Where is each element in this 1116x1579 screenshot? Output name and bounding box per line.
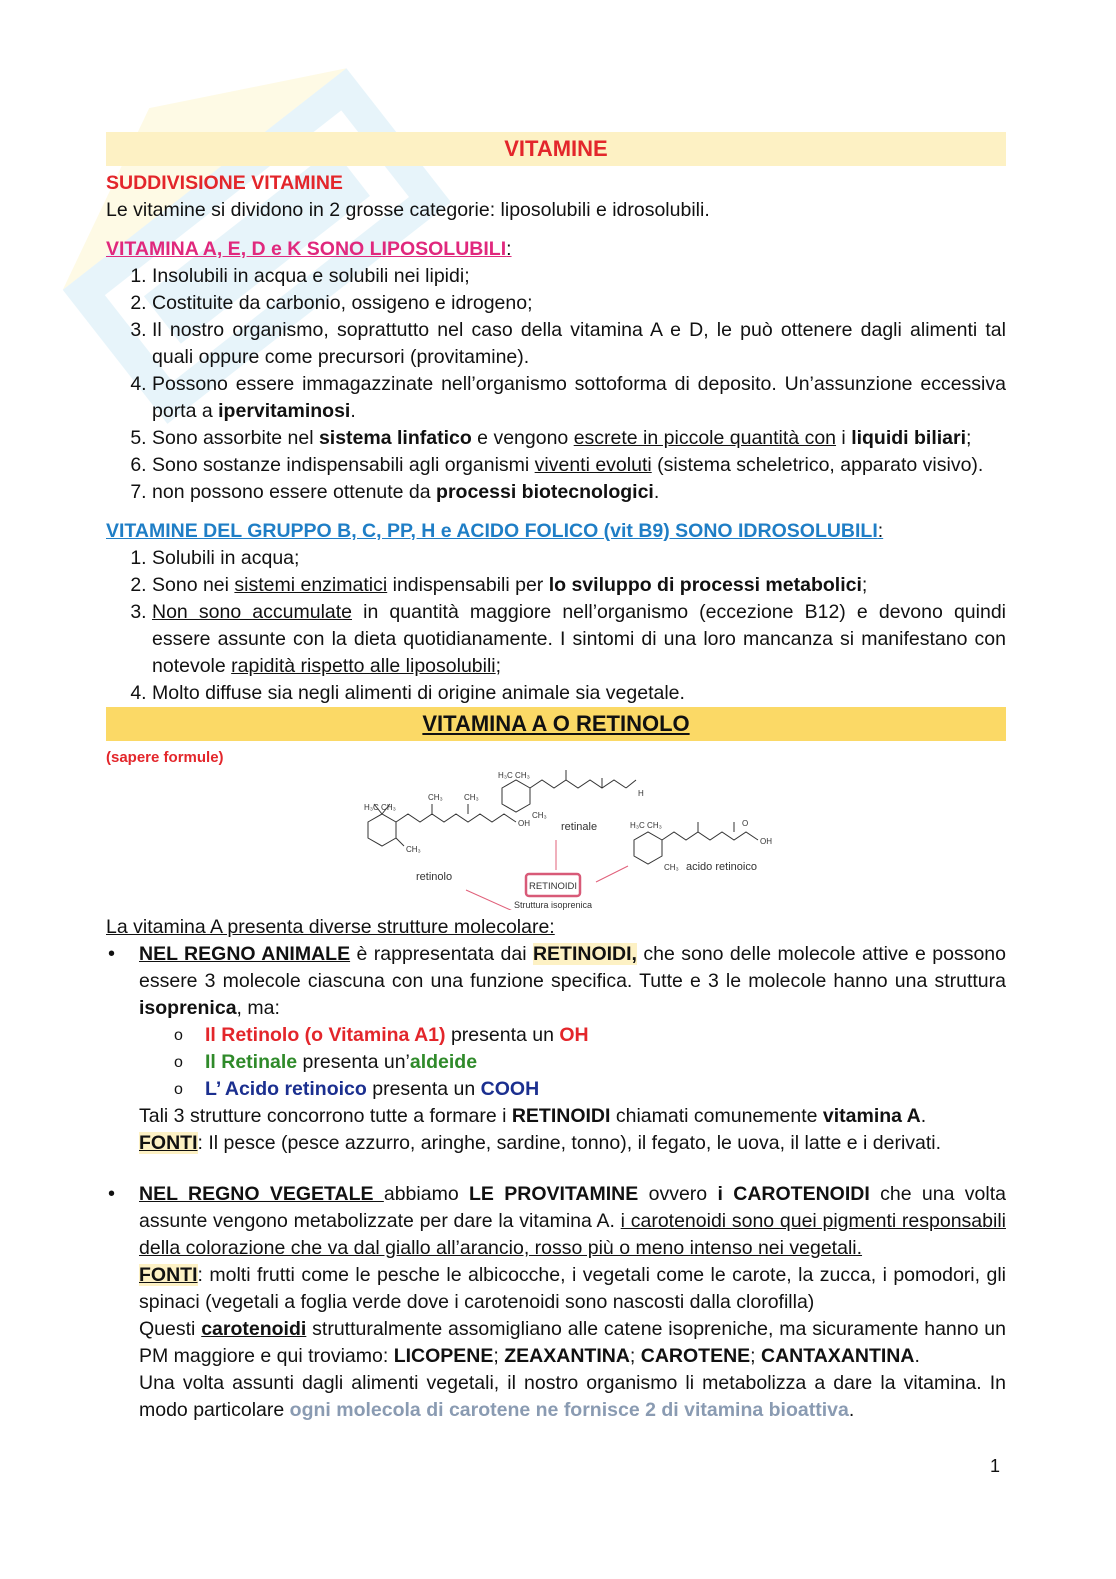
- list-item: 1. Solubili in acqua;: [152, 545, 1006, 572]
- svg-text:OH: OH: [760, 837, 772, 846]
- section-heading-suddivisione: SUDDIVISIONE VITAMINE: [106, 172, 343, 194]
- vitamina-a-intro: La vitamina A presenta diverse strutture molecolare:: [106, 916, 555, 938]
- bullet-regno-vegetale: • NEL REGNO VEGETALE abbiamo LE PROVITAMINE ovvero i CAROTENOIDI che una volta assunte vengono metabolizzate per dare la vitamina A. i carotenoidi sono quei pigmenti responsabili della colorazione che va dal giallo all’arancio, rosso più o meno intenso nei vegetali.: [106, 1181, 1006, 1262]
- list-idrosolubili: [106, 545, 1006, 707]
- list-item: 7. non possono essere ottenute da processi biotecnologici.: [152, 479, 1006, 506]
- chemical-structures-figure: [106, 770, 1006, 910]
- metabolism-paragraph: Una volta assunti dagli alimenti vegetali, il nostro organismo li metabolizza a dare la vitamina. In modo particolare ogni molecola di carotene ne fornisce 2 di vitamina bioattiva.: [139, 1372, 1006, 1421]
- sub-item-retinale: o Il Retinale presenta un’aldeide: [106, 1049, 1006, 1076]
- svg-text:H₃C CH₃: H₃C CH₃: [364, 803, 396, 812]
- svg-text:CH₃: CH₃: [428, 793, 443, 802]
- retinoids-diagram: [106, 770, 1006, 910]
- label-retinolo: retinolo: [416, 871, 453, 883]
- retinoidi-summary: Tali 3 strutture concorrono tutte a formare i RETINOIDI chiamati comunemente vitamina A.: [139, 1105, 927, 1127]
- label-retinale: retinale: [561, 821, 598, 833]
- section-title-vitamina-a: VITAMINA A O RETINOLO: [106, 707, 1006, 741]
- list-item: 5. Sono assorbite nel sistema linfatico e vengono escrete in piccole quantità con i liquidi biliari;: [152, 425, 1006, 452]
- page-number: 1: [990, 1456, 1001, 1476]
- svg-text:CH₃: CH₃: [532, 811, 547, 820]
- svg-text:H: H: [638, 789, 644, 798]
- sub-item-retinolo: o Il Retinolo (o Vitamina A1) presenta un OH: [106, 1022, 1006, 1049]
- section-text-suddivisione: Le vitamine si dividono in 2 grosse categorie: liposolubili e idrosolubili.: [106, 199, 710, 221]
- carotenoidi-paragraph: Questi carotenoidi strutturalmente assomigliano alle catene isopreniche, ma sicuramente hanno un PM maggiore e qui troviamo: LICOPENE; ZEAXANTINA; CAROTENE; CANTAXANTINA.: [139, 1318, 1006, 1367]
- svg-text:CH₃: CH₃: [664, 863, 679, 872]
- list-liposolubili: [106, 263, 1006, 506]
- heading-liposolubili: VITAMINA A, E, D e K SONO LIPOSOLUBILI:: [106, 238, 512, 260]
- list-item: 3. Non sono accumulate in quantità maggiore nell’organismo (eccezione B12) e devono quindi essere assunte con la dieta quotidianamente. I sintomi di una loro mancanza si manifestano con notevole rapidità rispetto alle liposolubili;: [152, 599, 1006, 680]
- svg-text:OH: OH: [518, 819, 530, 828]
- list-item: 4. Molto diffuse sia negli alimenti di origine animale sia vegetale.: [152, 680, 1006, 707]
- fonti-vegetale: FONTI: molti frutti come le pesche le albicocche, i vegetali come le carote, la zucca, i pomodori, gli spinaci (vegetali a foglia verde dove i carotenoidi sono nascosti dalla clorofilla): [139, 1264, 1006, 1313]
- list-item: 6. Sono sostanze indispensabili agli organismi viventi evoluti (sistema scheletrico, apparato visivo).: [152, 452, 1006, 479]
- label-acido-retinoico: acido retinoico: [686, 861, 757, 873]
- svg-text:CH₃: CH₃: [406, 845, 421, 854]
- svg-text:O: O: [742, 819, 749, 828]
- note-sapere-formule: (sapere formule): [106, 749, 224, 766]
- list-item: 2. Sono nei sistemi enzimatici indispensabili per lo sviluppo di processi metabolici;: [152, 572, 1006, 599]
- document-page: [106, 132, 1006, 1424]
- list-item: 2. Costituite da carbonio, ossigeno e idrogeno;: [152, 290, 1006, 317]
- list-item: 4. Possono essere immagazzinate nell’organismo sottoforma di deposito. Un’assunzione eccessiva porta a ipervitaminosi.: [152, 371, 1006, 425]
- svg-text:CH₃: CH₃: [464, 793, 479, 802]
- label-retinoidi: RETINOIDI: [528, 881, 578, 892]
- bullet-regno-animale: • NEL REGNO ANIMALE è rappresentata dai RETINOIDI, che sono delle molecole attive e possono essere 3 molecole ciascuna con una funzione specifica. Tutte e 3 le molecole hanno una struttura isoprenica, ma:: [106, 941, 1006, 1022]
- list-item: 3. Il nostro organismo, soprattutto nel caso della vitamina A e D, le può ottenere dagli alimenti tal quali oppure come precursori (provitamine).: [152, 317, 1006, 371]
- heading-idrosolubili: VITAMINE DEL GRUPPO B, C, PP, H e ACIDO FOLICO (vit B9) SONO IDROSOLUBILI:: [106, 520, 884, 542]
- label-struttura-isoprenica: Struttura isoprenica: [513, 900, 593, 910]
- fonti-animale: FONTI: Il pesce (pesce azzurro, aringhe, sardine, tonno), il fegato, le uova, il latte e i derivati.: [139, 1132, 942, 1154]
- sub-item-acido-retinoico: o L’ Acido retinoico presenta un COOH: [106, 1076, 1006, 1103]
- svg-text:H₃C CH₃: H₃C CH₃: [498, 771, 530, 780]
- svg-text:H₃C CH₃: H₃C CH₃: [630, 821, 662, 830]
- list-item: 1. Insolubili in acqua e solubili nei lipidi;: [152, 263, 1006, 290]
- page-title: VITAMINE: [106, 132, 1006, 166]
